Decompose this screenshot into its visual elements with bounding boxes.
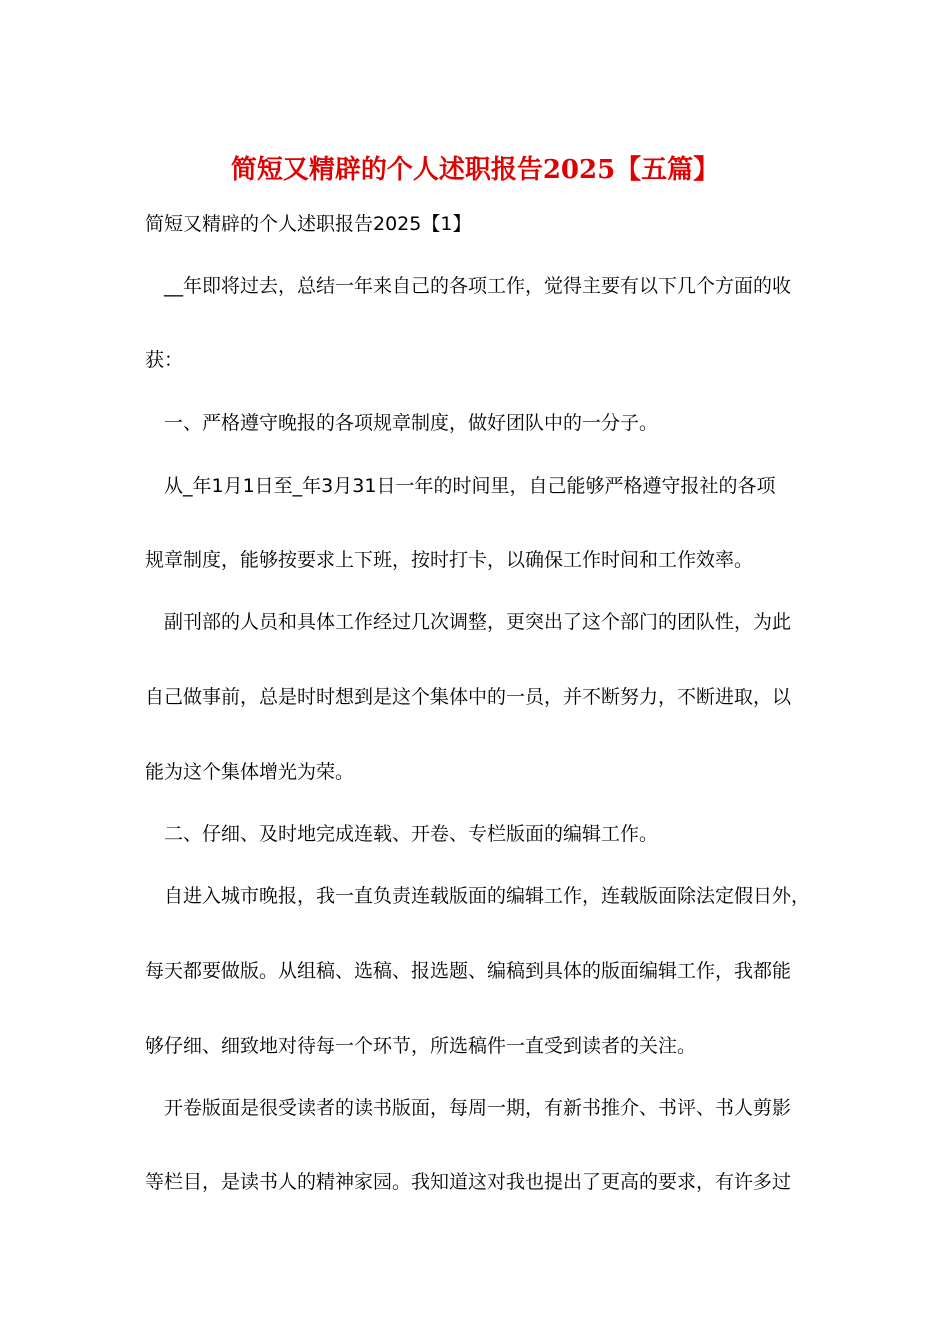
paragraph-line: 一、严格遵守晚报的各项规章制度，做好团队中的一分子。 — [145, 412, 659, 434]
paragraph-line: 规章制度，能够按要求上下班，按时打卡，以确保工作时间和工作效率。 — [145, 549, 754, 571]
paragraph-line: 从_年1月1日至_年3月31日一年的时间里，自己能够严格遵守报社的各项 — [145, 475, 776, 497]
document-title: 简短又精辟的个人述职报告2025【五篇】 — [230, 155, 720, 185]
paragraph-line: 开卷版面是很受读者的读书版面，每周一期，有新书推介、书评、书人剪影 — [145, 1097, 792, 1119]
paragraph-line: 等栏目，是读书人的精神家园。我知道这对我也提出了更高的要求，有许多过 — [145, 1171, 792, 1193]
paragraph-line: 能为这个集体增光为荣。 — [145, 761, 355, 783]
paragraph-line: __年即将过去，总结一年来自己的各项工作，觉得主要有以下几个方面的收 — [145, 275, 792, 297]
paragraph-line: 自进入城市晚报，我一直负责连载版面的编辑工作，连载版面除法定假日外， — [145, 885, 811, 907]
paragraph-line: 每天都要做版。从组稿、选稿、报选题、编稿到具体的版面编辑工作，我都能 — [145, 960, 792, 982]
paragraph-line: 二、仔细、及时地完成连载、开卷、专栏版面的编辑工作。 — [145, 823, 659, 845]
paragraph-line: 副刊部的人员和具体工作经过几次调整，更突出了这个部门的团队性，为此 — [145, 611, 792, 633]
paragraph-line: 自己做事前，总是时时想到是这个集体中的一员，并不断努力，不断进取，以 — [145, 686, 792, 708]
paragraph-line: 够仔细、细致地对待每一个环节，所选稿件一直受到读者的关注。 — [145, 1035, 697, 1057]
paragraph-line: 获： — [145, 349, 184, 371]
section-heading: 简短又精辟的个人述职报告2025【1】 — [145, 213, 472, 235]
